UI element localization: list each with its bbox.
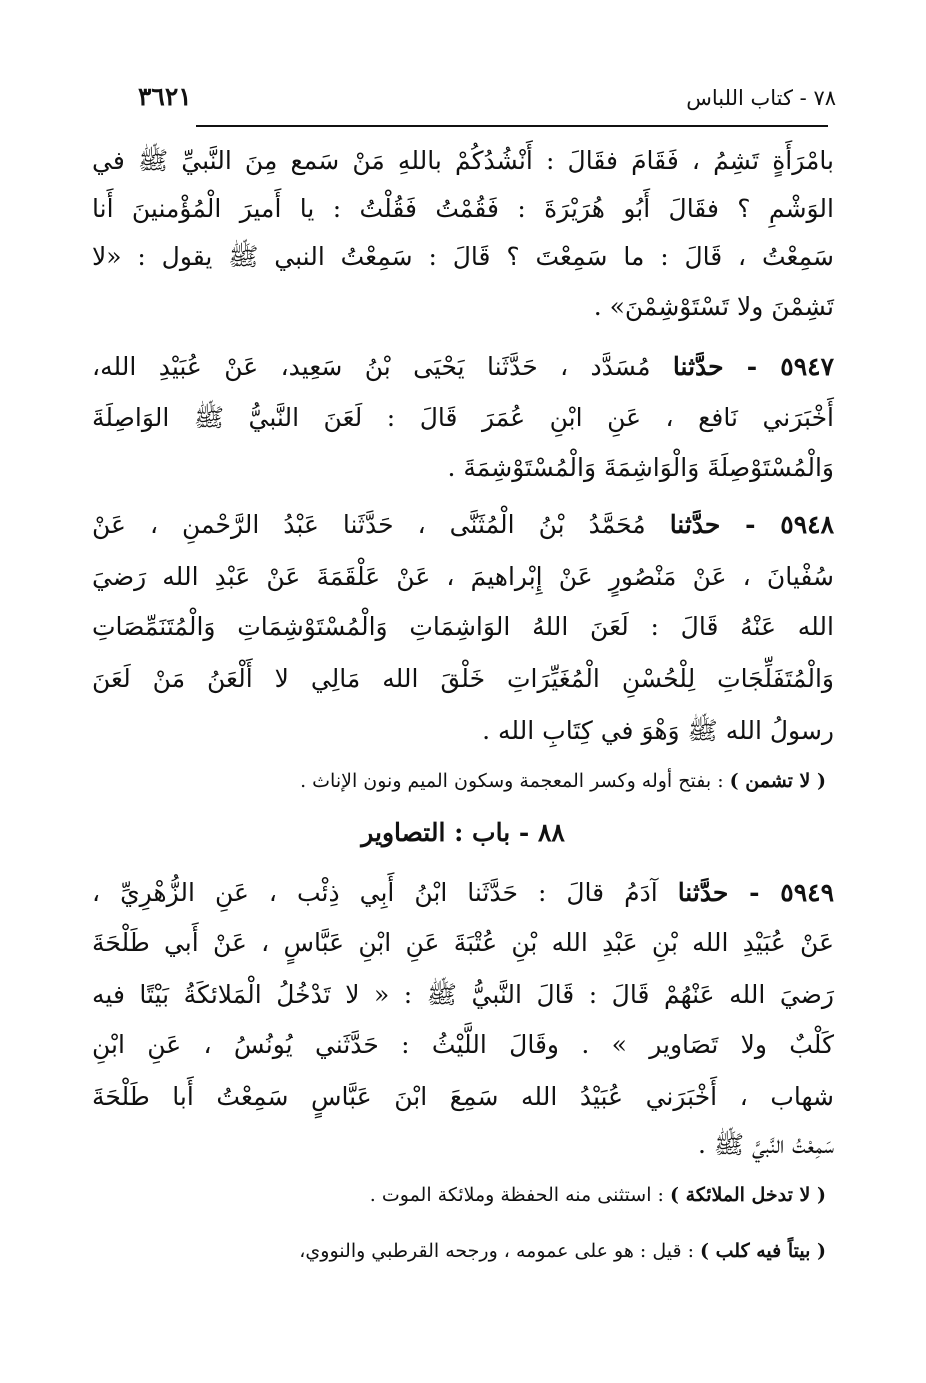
- hadith-5947-line: [92, 352, 834, 382]
- footnote-text: : قيل : هو على عمومه ، ورجحه القرطبي والنووي،: [299, 1240, 701, 1262]
- hadith-number: ٥٩٤٩ - حدَّثنا: [677, 878, 834, 907]
- header-rule: [196, 125, 828, 127]
- footnote-text: : استثنى منه الحفظة وملائكة الموت .: [369, 1184, 670, 1206]
- text-line: رَضيَ الله عَنْهُمْ قَالَ : قَالَ النَّبيُّ ﷺ : « لا تَدْخُلُ الْمَلائكَةُ بَيْتًا فيه: [92, 980, 834, 1009]
- text-line: الوَشْمِ ؟ فقَالَ أَبُو هُرَيْرَةَ : فَقُمْتُ فَقُلْتُ : يا أَميرَ الْمُؤْمنينَ أَنا: [92, 194, 834, 223]
- text-line: وَالْمُتَفَلِّجَاتِ لِلْحُسْنِ الْمُغَيِّرَاتِ خَلْقَ الله مَالِي لا أَلْعَنُ مَنْ لَعَنَ: [92, 664, 834, 693]
- text-line: تَشِمْنَ ولا تَسْتَوْشِمْنَ» .: [593, 292, 834, 321]
- hadith-5949-line: [92, 878, 834, 908]
- footnote-term: ( لا تشمن ): [729, 770, 826, 792]
- text-line: سُفْيانَ ، عَنْ مَنْصُورٍ عَنْ إِبْراهيمَ ، عَنْ عَلْقَمَةَ عَنْ عَبْدِ الله رَضيَ: [92, 562, 834, 591]
- text-line: شهاب ، أَخْبَرَني عُبَيْدُ الله سَمِعَ ابْنَ عَبَّاسٍ سَمِعْتُ أَبا طَلْحَةَ: [92, 1082, 834, 1111]
- text-line: رسولُ الله ﷺ وَهْوَ في كِتَابِ الله .: [482, 716, 834, 745]
- hadith-text: آدَمُ قالَ : حَدَّثَنا ابْنُ أَبِي ذِئْب ، عَنِ الزُّهْرِيِّ ،: [92, 878, 658, 907]
- hadith-text: مُسَدَّد ، حَدَّثَنا يَحْيَى بْنُ سَعِيد، عَنْ عُبَيْدِ الله،: [92, 352, 651, 381]
- hadith-5948-line: [92, 510, 834, 540]
- text-line: الله عَنْهُ قَالَ : لَعَنَ اللهُ الوَاشِمَاتِ وَالْمُسْتَوْشِمَاتِ وَالْمُتَنَمِّصَاتِ: [92, 612, 834, 641]
- text-line: بامْرَأَةٍ تَشِمُ ، فَقَامَ فقَالَ : أَنْشُدُكُمْ باللهِ مَنْ سَمع مِنَ النَّبيِّ ﷺ في: [92, 146, 834, 175]
- hadith-number: ٥٩٤٨ - حدَّثنا: [669, 510, 834, 539]
- page-number: ٣٦٢١: [138, 82, 192, 111]
- text-line: كَلْبٌ ولا تَصَاوير » . وقَالَ اللَّيْثُ : حَدَّثَني يُونُسُ ، عَنِ ابْنِ: [92, 1030, 834, 1059]
- chapter-heading: ٨٨ - باب : التصاوير: [361, 818, 565, 847]
- footnote: [96, 1238, 826, 1264]
- text-line: سَمِعْتُ النَّبيَّ ﷺ .: [697, 1130, 834, 1159]
- footnote: [96, 1182, 826, 1208]
- running-header-chapter: ٧٨ - كتاب اللباس: [686, 86, 836, 110]
- footnote-term: ( بيتاً فيه كلب ): [700, 1240, 826, 1262]
- text-line: وَالْمُسْتَوْصِلَةَ وَالْوَاشِمَةَ وَالْمُسْتَوْشِمَةَ .: [447, 453, 834, 482]
- footnote: [96, 768, 826, 794]
- footnote-text: : بفتح أوله وكسر المعجمة وسكون الميم ونون الإناث .: [300, 770, 730, 792]
- text-line: أَخْبَرَني نَافع ، عَنِ ابْنِ عُمَرَ قَالَ : لَعَنَ النَّبيُّ ﷺ الوَاصِلَةَ: [92, 403, 834, 432]
- text-line: سَمِعْتُ ، قَالَ : ما سَمِعْتَ ؟ قَالَ : سَمِعْتُ النبي ﷺ يقول : «لا: [92, 242, 834, 271]
- hadith-text: مُحَمَّدُ بْنُ الْمُثَنَّى ، حَدَّثَنا عَبْدُ الرَّحْمنِ ، عَنْ: [92, 510, 646, 539]
- text-line: عَنْ عُبَيْدِ الله بْنِ عَبْدِ الله بْنِ عُتْبَةَ عَنِ ابْنِ عَبَّاسٍ ، عَنْ أَبي طَلْحَةَ: [92, 928, 834, 957]
- hadith-number: ٥٩٤٧ - حدَّثنا: [672, 352, 835, 381]
- footnote-term: ( لا تدخل الملائكة ): [669, 1184, 826, 1206]
